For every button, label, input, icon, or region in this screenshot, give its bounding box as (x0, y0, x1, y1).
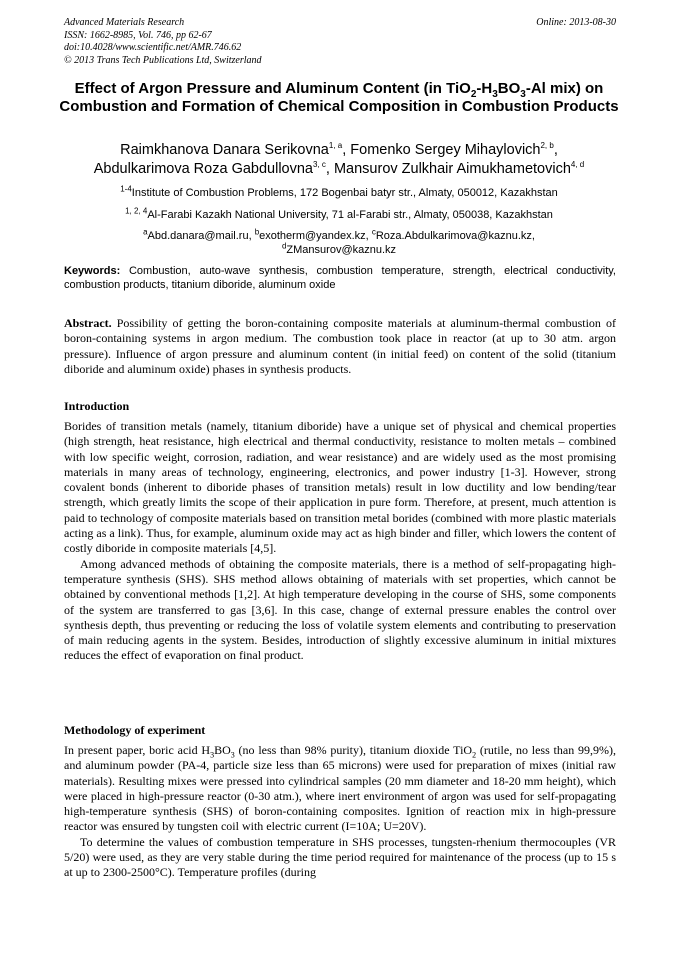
author-name: Abdulkarimova Roza Gabdullovna (93, 161, 313, 177)
doi: doi:10.4028/www.scientific.net/AMR.746.62 (64, 42, 242, 53)
author-name: Mansurov Zulkhair Aimukhametovich (333, 161, 571, 177)
section-heading-methodology: Methodology of experiment (64, 723, 206, 737)
copyright: © 2013 Trans Tech Publications Ltd, Switzerland (64, 54, 262, 66)
email-list: $^a$Abd.danara@mail.ru, $^b$exotherm@yandex.kz, $^c$Roza.Abdulkarimova@kaznu.kz, $^d$ZMansurov@kaznu.kz (143, 227, 535, 256)
author-name: Raimkhanova Danara Serikovna (120, 142, 329, 158)
keywords: Keywords: Combustion, auto-wave synthesis, combustion temperature, strength, electrical conductivity, combustion products, titanium diboride, aluminum oxide (64, 265, 616, 291)
affiliation: $^{1-4}$Institute of Combustion Problems, 172 Bogenbai batyr str., Almaty, 050012, Kazakhstan (120, 184, 558, 199)
author-name: Fomenko Sergey Mihaylovich (350, 142, 541, 158)
section-heading-introduction: Introduction (64, 399, 130, 413)
methodology-body (64, 743, 616, 881)
paragraph: To determine the values of combustion temperature in SHS processes, tungsten-rhenium thermocouples (VR 5/20) were used, as they are very stable during the time period required for maintenance of the process (up to 15 s at up to 2300-2500°C). Temperature profiles (during (64, 834, 616, 880)
abstract: Abstract. Possibility of getting the boron-containing composite materials at aluminum-thermal combustion of boron-containing systems in argon medium. The combustion took place in reactor (at up to 30 atm. argon pressure). Influence of argon pressure and aluminum content (in initial feed) on content of the solid (titanium diboride and aluminum oxide) phases in synthesis products. (64, 316, 616, 376)
paper-title: Effect of Argon Pressure and Aluminum Content (in $TiO_2-H_3BO_3-Al$ mix) on Combustion and Formation of Chemical Composition in Combustion Products (59, 80, 619, 115)
journal-header (64, 17, 616, 67)
online-date: Online: 2013-08-30 (536, 17, 616, 28)
paragraph: In present paper, boric acid $H_3BO_3$ (no less than 98% purity), titanium dioxide TiO$_2$ (rutile, no less than 99,9%), and aluminum powder (PA-4, particle size less than 65 microns) were used for preparation of mixes (initial raw materials). Resulting mixes were pressed into cylindrical samples (20 mm diameter and 18-20 mm height), which were placed in high-pressure reactor (0-30 atm.), where inert environment of argon was used for self-propagating high-temperature synthesis (SHS) of boron-containing composites. Ignition of reaction mix in high-pressure reactor was ensured by tungsten coil with electric current (I=10A; U=20V). (64, 743, 617, 834)
issn: ISSN: 1662-8985, Vol. 746, pp 62-67 (64, 29, 212, 41)
paragraph: Borides of transition metals (namely, titanium diboride) have a unique set of physical and chemical properties (high strength, heat resistance, high electrical and thermal conductivity, resistance to molten metals – combined with low specific weight, corrosion, radiation, and wear resistance) and are widely used as the most promising materials in many areas of technology, engineering, electronics, and power industry [1-3]. However, strong covalent bonds (inherent to diboride phases of transition metals) result in low ductility and low bending/tear strength, which greatly limits the scope of their application in pure form. Therefore, at present, much attention is paid to technology of composite materials based on transition metal borides (combined with more plastic materials acting as a link). Thus, for example, aluminum oxide may act as high binder and filler, which lowers the content of costly diboride in composite materials [4,5]. (64, 419, 616, 556)
affiliation: $^{1, 2, 4}$Al-Farabi Kazakh National University, 71 al-Farabi str., Almaty, 050038, Kazakhstan (125, 206, 553, 221)
introduction-body (64, 419, 616, 664)
paragraph: Among advanced methods of obtaining the composite materials, there is a method of self-propagating high-temperature synthesis (SHS). SHS method allows obtaining of materials with set properties, which cannot be obtained by conventional methods [1,2]. At high temperature developing in the course of SHS, some components of the system are transferred to gas [3,6]. In this case, change of external pressure enables the control over synthesis depth, thus preventing or reducing the loss of volatile system elements and contributing to preservation of main reducing agents in the system. Besides, introduction of slightly excessive aluminum in initial mixtures reduces the effect of evaporation on final product. (64, 556, 616, 663)
author-list: Raimkhanova Danara Serikovna$^{1, a}$, Fomenko Sergey Mihaylovich$^{2, b}$, Abdulkarimova Roza Gabdullovna$^{3, c}$, Mansurov Zulkhair Aimukhametovich$^{4, d}$ (93, 141, 585, 177)
journal-name: Advanced Materials Research (64, 17, 185, 28)
